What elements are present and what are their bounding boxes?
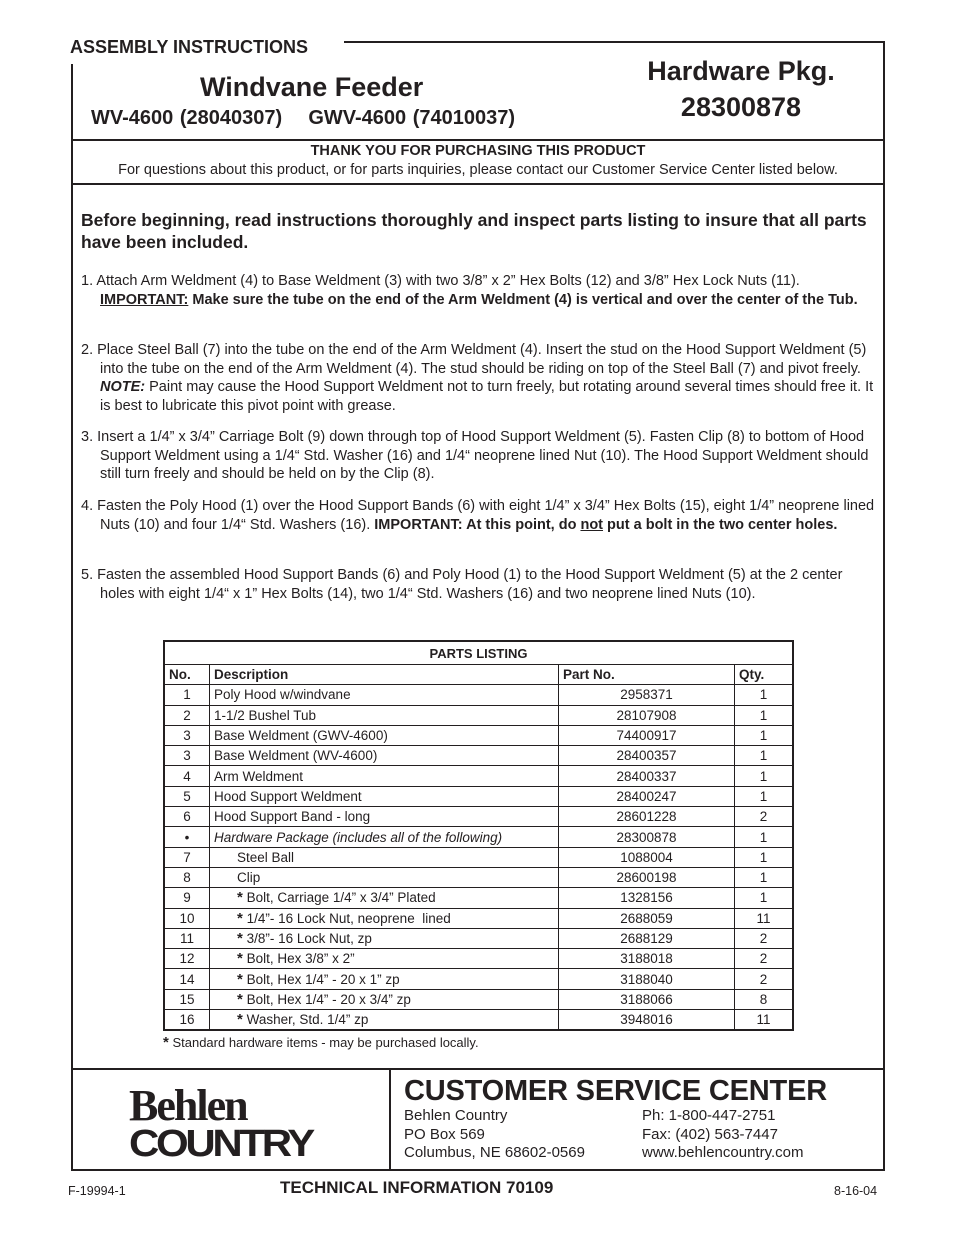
cell-description-text: Bolt, Hex 3/8” x 2”: [242, 951, 355, 967]
intro-warning: Before beginning, read instructions thoroughly and inspect parts listing to insure that all parts have been included.: [81, 210, 867, 252]
table-row: [164, 786, 793, 806]
col-header-description: Description: [210, 665, 559, 685]
cell-description: 1-1/2 Bushel Tub: [210, 705, 559, 725]
header-top-rule: [344, 41, 885, 43]
frame-left-rule: [71, 64, 73, 1171]
frame-bottom-rule: [71, 1169, 885, 1171]
table-row: [164, 867, 793, 887]
cell-part-no: 74400917: [559, 725, 735, 745]
table-row: [164, 989, 793, 1009]
table-row: [164, 746, 793, 766]
cell-description: Hood Support Weldment: [210, 786, 559, 806]
cell-qty: 1: [735, 685, 794, 705]
cell-qty: 1: [735, 746, 794, 766]
cell-no: 3: [164, 725, 210, 745]
customer-service-title: CUSTOMER SERVICE CENTER: [404, 1075, 827, 1107]
footnote-marker: *: [163, 1034, 169, 1051]
mailing-address: [404, 1107, 585, 1163]
cell-part-no: 1088004: [559, 847, 735, 867]
cell-no: 7: [164, 847, 210, 867]
cell-part-no: 28600198: [559, 867, 735, 887]
step-4-text: 4. Fasten the Poly Hood (1) over the Hood Support Bands (6) with eight 1/4” x 3/4” Hex Bolts (15), eight 1/4” neoprene lined Nuts (10) and four 1/4“ Std. Washers (16).: [81, 498, 875, 533]
cell-part-no: 2958371: [559, 685, 735, 705]
table-row: [164, 705, 793, 725]
step-2-note-text: Paint may cause the Hood Support Weldment not to turn freely, but rotating around several times should free it. It is best to lubricate this pivot point with grease.: [100, 379, 874, 415]
cell-no: 8: [164, 867, 210, 887]
hardware-package-number: 28300878: [680, 92, 802, 122]
po-box: PO Box 569: [404, 1125, 485, 1143]
standard-item-marker: *: [237, 970, 243, 988]
col-header-qty: Qty.: [735, 665, 794, 685]
hardware-package-title: [636, 53, 846, 125]
contact-info: [642, 1107, 803, 1163]
cell-no: 15: [164, 989, 210, 1009]
cell-qty: 2: [735, 949, 794, 969]
table-row: [164, 949, 793, 969]
parts-listing-caption: PARTS LISTING: [164, 641, 793, 665]
cell-description: [210, 928, 559, 948]
cell-qty: 1: [735, 725, 794, 745]
cell-description-text: 1/4”- 16 Lock Nut, neoprene lined: [242, 910, 451, 926]
cell-qty: 2: [735, 928, 794, 948]
cell-description: [210, 908, 559, 928]
cell-part-no: 28400247: [559, 786, 735, 806]
cell-description: Base Weldment (GWV-4600): [210, 725, 559, 745]
cell-qty: 2: [735, 807, 794, 827]
cell-part-no: 1328156: [559, 888, 735, 908]
standard-item-marker: *: [237, 889, 243, 907]
cell-description: [210, 969, 559, 989]
standard-item-marker: *: [237, 990, 243, 1008]
step-1-important-text: Make sure the tube on the end of the Arm Weldment (4) is vertical and over the center of the Tub.: [188, 291, 858, 308]
product-title: Windvane Feeder: [200, 72, 424, 102]
cell-part-no: 2688059: [559, 908, 735, 928]
cell-description-text: Washer, Std. 1/4” zp: [242, 1012, 369, 1028]
section-label: ASSEMBLY INSTRUCTIONS: [70, 37, 309, 57]
model-numbers: WV-4600 (28040307) GWV-4600 (74010037): [91, 107, 516, 129]
fax-number: Fax: (402) 563-7447: [642, 1125, 778, 1143]
standard-item-marker: *: [237, 909, 243, 927]
table-row: [164, 847, 793, 867]
table-row: [164, 908, 793, 928]
cell-description-text: Bolt, Hex 1/4” - 20 x 1” zp: [242, 971, 400, 987]
cell-description: [210, 1010, 559, 1031]
standard-hardware-footnote: [163, 1034, 479, 1051]
table-row: [164, 1010, 793, 1031]
cell-qty: 1: [735, 888, 794, 908]
cell-qty: 8: [735, 989, 794, 1009]
table-row: [164, 725, 793, 745]
logo-line-1: Behlen: [129, 1082, 247, 1130]
cell-description: Base Weldment (WV-4600): [210, 746, 559, 766]
technical-information: TECHNICAL INFORMATION 70109: [280, 1178, 554, 1197]
cell-description: Poly Hood w/windvane: [210, 685, 559, 705]
table-row: [164, 827, 793, 847]
cell-no: 2: [164, 705, 210, 725]
cell-qty: 1: [735, 827, 794, 847]
cell-qty: 1: [735, 766, 794, 786]
cell-description: [210, 949, 559, 969]
cell-no: 12: [164, 949, 210, 969]
service-divider: [71, 1068, 885, 1070]
cell-description-text: Bolt, Hex 1/4” - 20 x 3/4” zp: [242, 991, 411, 1007]
cell-description: [210, 989, 559, 1009]
table-row: [164, 685, 793, 705]
cell-part-no: 28107908: [559, 705, 735, 725]
cell-no: 6: [164, 807, 210, 827]
cell-description: Arm Weldment: [210, 766, 559, 786]
step-2: [81, 341, 876, 416]
cell-qty: 1: [735, 786, 794, 806]
cell-no: 16: [164, 1010, 210, 1031]
step-4-important: IMPORTANT: At this point, do: [370, 516, 581, 533]
step-2-text: 2. Place Steel Ball (7) into the tube on the end of the Arm Weldment (4). Insert the stud on the Hood Support Weldment (5) into the tube on the end of the Arm Weldment (4). The stud should be riding on top of the Steel Ball (7) and pivot freely.: [81, 342, 867, 377]
table-row: [164, 969, 793, 989]
cell-no: 11: [164, 928, 210, 948]
step-4-not: not: [580, 516, 604, 533]
notice-divider: [71, 183, 885, 185]
company-name: Behlen Country: [404, 1107, 508, 1124]
step-3: [81, 428, 876, 484]
cell-no: •: [164, 827, 210, 847]
cell-description: [210, 888, 559, 908]
cell-qty: 1: [735, 847, 794, 867]
revision-date: 8-16-04: [834, 1184, 878, 1198]
standard-item-marker: *: [237, 950, 243, 968]
cell-no: 5: [164, 786, 210, 806]
cell-description: Hood Support Band - long: [210, 807, 559, 827]
step-4: [81, 497, 876, 534]
form-number: F-19994-1: [68, 1184, 126, 1198]
step-5: [81, 566, 876, 603]
frame-right-rule: [883, 41, 885, 1171]
col-header-part-no: Part No.: [559, 665, 735, 685]
service-vertical-divider: [389, 1069, 391, 1170]
step-1: [81, 272, 876, 309]
cell-no: 1: [164, 685, 210, 705]
step-3-text: 3. Insert a 1/4” x 3/4” Carriage Bolt (9) down through top of Hood Support Weldment (5). Fasten Clip (8) to bottom of Hood Support Weldment using a 1/4“ Std. Washer (16) and 1/4“ neoprene lined Nut (10). The Hood Support Weldment should still turn freely and should be held on by the Clip (8).: [81, 429, 869, 483]
standard-item-marker: *: [237, 1011, 243, 1029]
step-5-text: 5. Fasten the assembled Hood Support Bands (6) and Poly Hood (1) to the Hood Support Weldment (5) at the 2 center holes with eight 1/4“ x 1” Hex Bolts (14), two 1/4“ Std. Washers (16) and two neoprene lined Nuts (10).: [81, 567, 843, 602]
cell-description-text: 3/8”- 16 Lock Nut, zp: [242, 931, 372, 946]
table-row: [164, 928, 793, 948]
cell-description: Steel Ball: [210, 847, 559, 867]
parts-listing-table: [163, 640, 794, 1031]
contact-note: For questions about this product, or for parts inquiries, please contact our Customer Service Center listed below.: [118, 162, 838, 178]
city-state-zip: Columbus, NE 68602-0569: [404, 1144, 585, 1161]
hardware-package-label: Hardware Pkg.: [647, 56, 835, 86]
cell-part-no: 28300878: [559, 827, 735, 847]
cell-qty: 11: [735, 1010, 794, 1031]
cell-part-no: 28400337: [559, 766, 735, 786]
phone-number: Ph: 1-800-447-2751: [642, 1107, 776, 1124]
cell-no: 3: [164, 746, 210, 766]
cell-part-no: 2688129: [559, 928, 735, 948]
website: www.behlencountry.com: [642, 1144, 804, 1161]
cell-no: 4: [164, 766, 210, 786]
cell-part-no: 3188018: [559, 949, 735, 969]
logo-line-2: COUNTRY: [129, 1123, 315, 1162]
behlen-country-logo: [127, 1082, 327, 1162]
cell-description: Hardware Package (includes all of the following): [210, 827, 559, 847]
cell-description: Clip: [210, 867, 559, 887]
cell-part-no: 3188040: [559, 969, 735, 989]
step-4-important-end: put a bolt in the two center holes.: [603, 516, 838, 533]
cell-no: 14: [164, 969, 210, 989]
cell-part-no: 3948016: [559, 1010, 735, 1031]
header-divider: [71, 139, 885, 141]
col-header-no: No.: [164, 665, 210, 685]
cell-part-no: 28601228: [559, 807, 735, 827]
footnote-text: Standard hardware items - may be purchased locally.: [168, 1035, 479, 1050]
cell-description-text: Bolt, Carriage 1/4” x 3/4” Plated: [242, 890, 436, 906]
table-row: [164, 807, 793, 827]
cell-no: 9: [164, 888, 210, 908]
parts-header-row: [164, 665, 793, 685]
table-row: [164, 888, 793, 908]
cell-qty: 11: [735, 908, 794, 928]
cell-qty: 1: [735, 867, 794, 887]
step-1-text: 1. Attach Arm Weldment (4) to Base Weldment (3) with two 3/8” x 2” Hex Bolts (12) and 3/8” Hex Lock Nuts (11).: [81, 273, 800, 289]
standard-item-marker: *: [237, 930, 243, 947]
cell-qty: 2: [735, 969, 794, 989]
table-row: [164, 766, 793, 786]
cell-qty: 1: [735, 705, 794, 725]
cell-part-no: 28400357: [559, 746, 735, 766]
step-1-important: IMPORTANT:: [100, 291, 189, 308]
cell-part-no: 3188066: [559, 989, 735, 1009]
cell-no: 10: [164, 908, 210, 928]
thank-you-heading: THANK YOU FOR PURCHASING THIS PRODUCT: [310, 143, 646, 159]
step-2-note-label: NOTE:: [100, 379, 146, 396]
